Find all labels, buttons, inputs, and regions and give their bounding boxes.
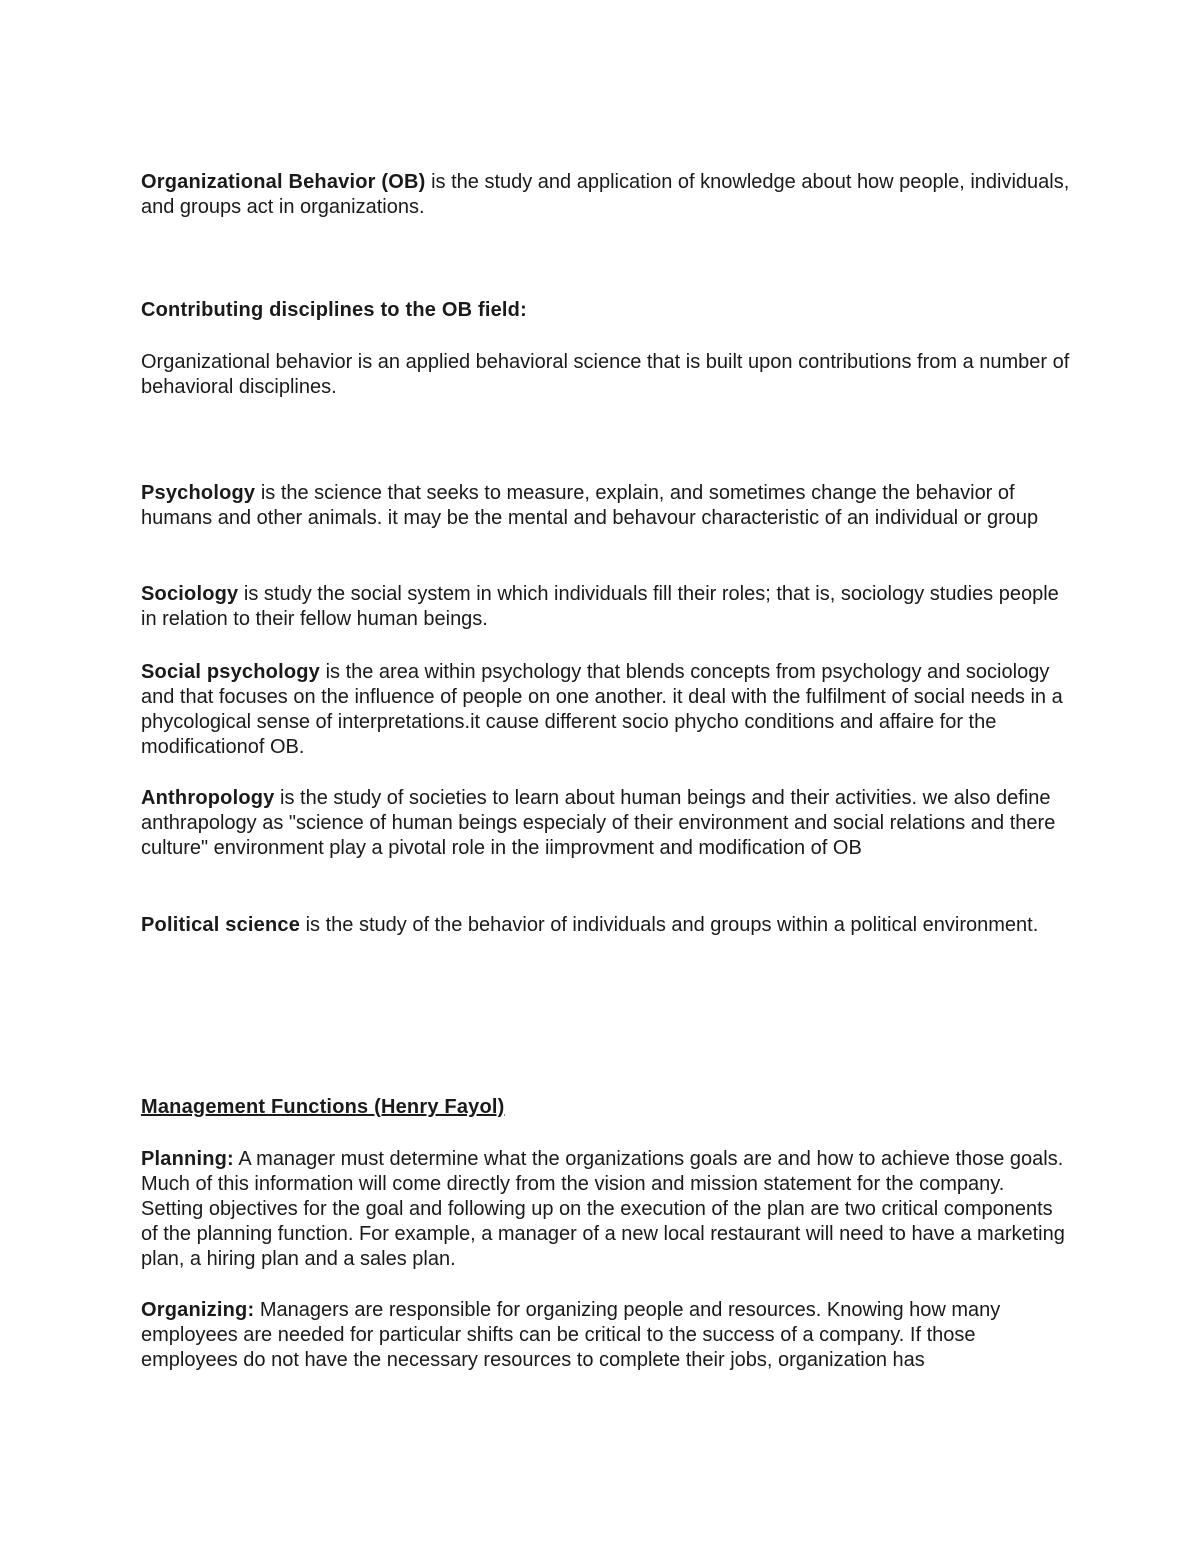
discipline-term: Political science <box>141 914 301 936</box>
discipline-term: Psychology <box>141 482 256 504</box>
discipline-paragraph-psychology <box>141 481 1071 531</box>
discipline-paragraph-anthropology <box>141 786 1071 861</box>
contributing-intro-paragraph: Organizational behavior is an applied behavioral science that is built upon contributions from a number of behavioral disciplines. <box>141 351 1070 398</box>
ob-definition-text: is the study and application of knowledge about how people, individuals, and groups act in organizations. <box>141 171 1070 218</box>
function-paragraph-planning <box>141 1147 1071 1272</box>
discipline-text: is study the social system in which individuals fill their roles; that is, sociology studies people in relation to their fellow human beings. <box>141 583 1059 630</box>
discipline-paragraph-social-psychology <box>141 660 1071 760</box>
function-paragraph-organizing <box>141 1298 1071 1373</box>
discipline-paragraph-sociology <box>141 582 1071 632</box>
discipline-text: is the study of societies to learn about human beings and their activities. we also define anthrapology as "science of human beings especialy of their environment and social relations and there culture" environment play a pivotal role in the iimprovment and modification of OB <box>141 787 1056 859</box>
discipline-term: Social psychology <box>141 661 321 683</box>
function-text: A manager must determine what the organizations goals are and how to achieve those goals. Much of this information will come directly from the vision and mission statement for the company. Setting objectives for the goal and following up on the execution of the plan are two critical components of the planning function. For example, a manager of a new local restaurant will need to have a marketing plan, a hiring plan and a sales plan. <box>141 1148 1065 1270</box>
discipline-text: is the science that seeks to measure, explain, and sometimes change the behavior of humans and other animals. it may be the mental and behavour characteristic of an individual or group <box>141 482 1039 529</box>
discipline-text: is the area within psychology that blends concepts from psychology and sociology and that focuses on the influence of people on one another. it deal with the fulfilment of social needs in a phycological sense of interpretations.it cause different socio phycho conditions and affaire for the modificationof OB. <box>141 661 1063 758</box>
function-text: Managers are responsible for organizing people and resources. Knowing how many employees are needed for particular shifts can be critical to the success of a company. If those employees do not have the necessary resources to complete their jobs, organization has <box>141 1299 1001 1371</box>
management-functions-heading: Management Functions (Henry Fayol) <box>141 1096 505 1118</box>
discipline-text: is the study of the behavior of individuals and groups within a political environment. <box>300 914 1039 936</box>
discipline-term: Anthropology <box>141 787 275 809</box>
discipline-term: Sociology <box>141 583 239 605</box>
function-term: Planning: <box>141 1148 234 1170</box>
ob-definition-term: Organizational Behavior (OB) <box>141 171 426 193</box>
ob-definition-paragraph <box>141 170 1071 220</box>
function-term: Organizing: <box>141 1299 255 1321</box>
contributing-disciplines-heading: Contributing disciplines to the OB field: <box>141 299 527 321</box>
discipline-paragraph-political-science <box>141 913 1071 938</box>
